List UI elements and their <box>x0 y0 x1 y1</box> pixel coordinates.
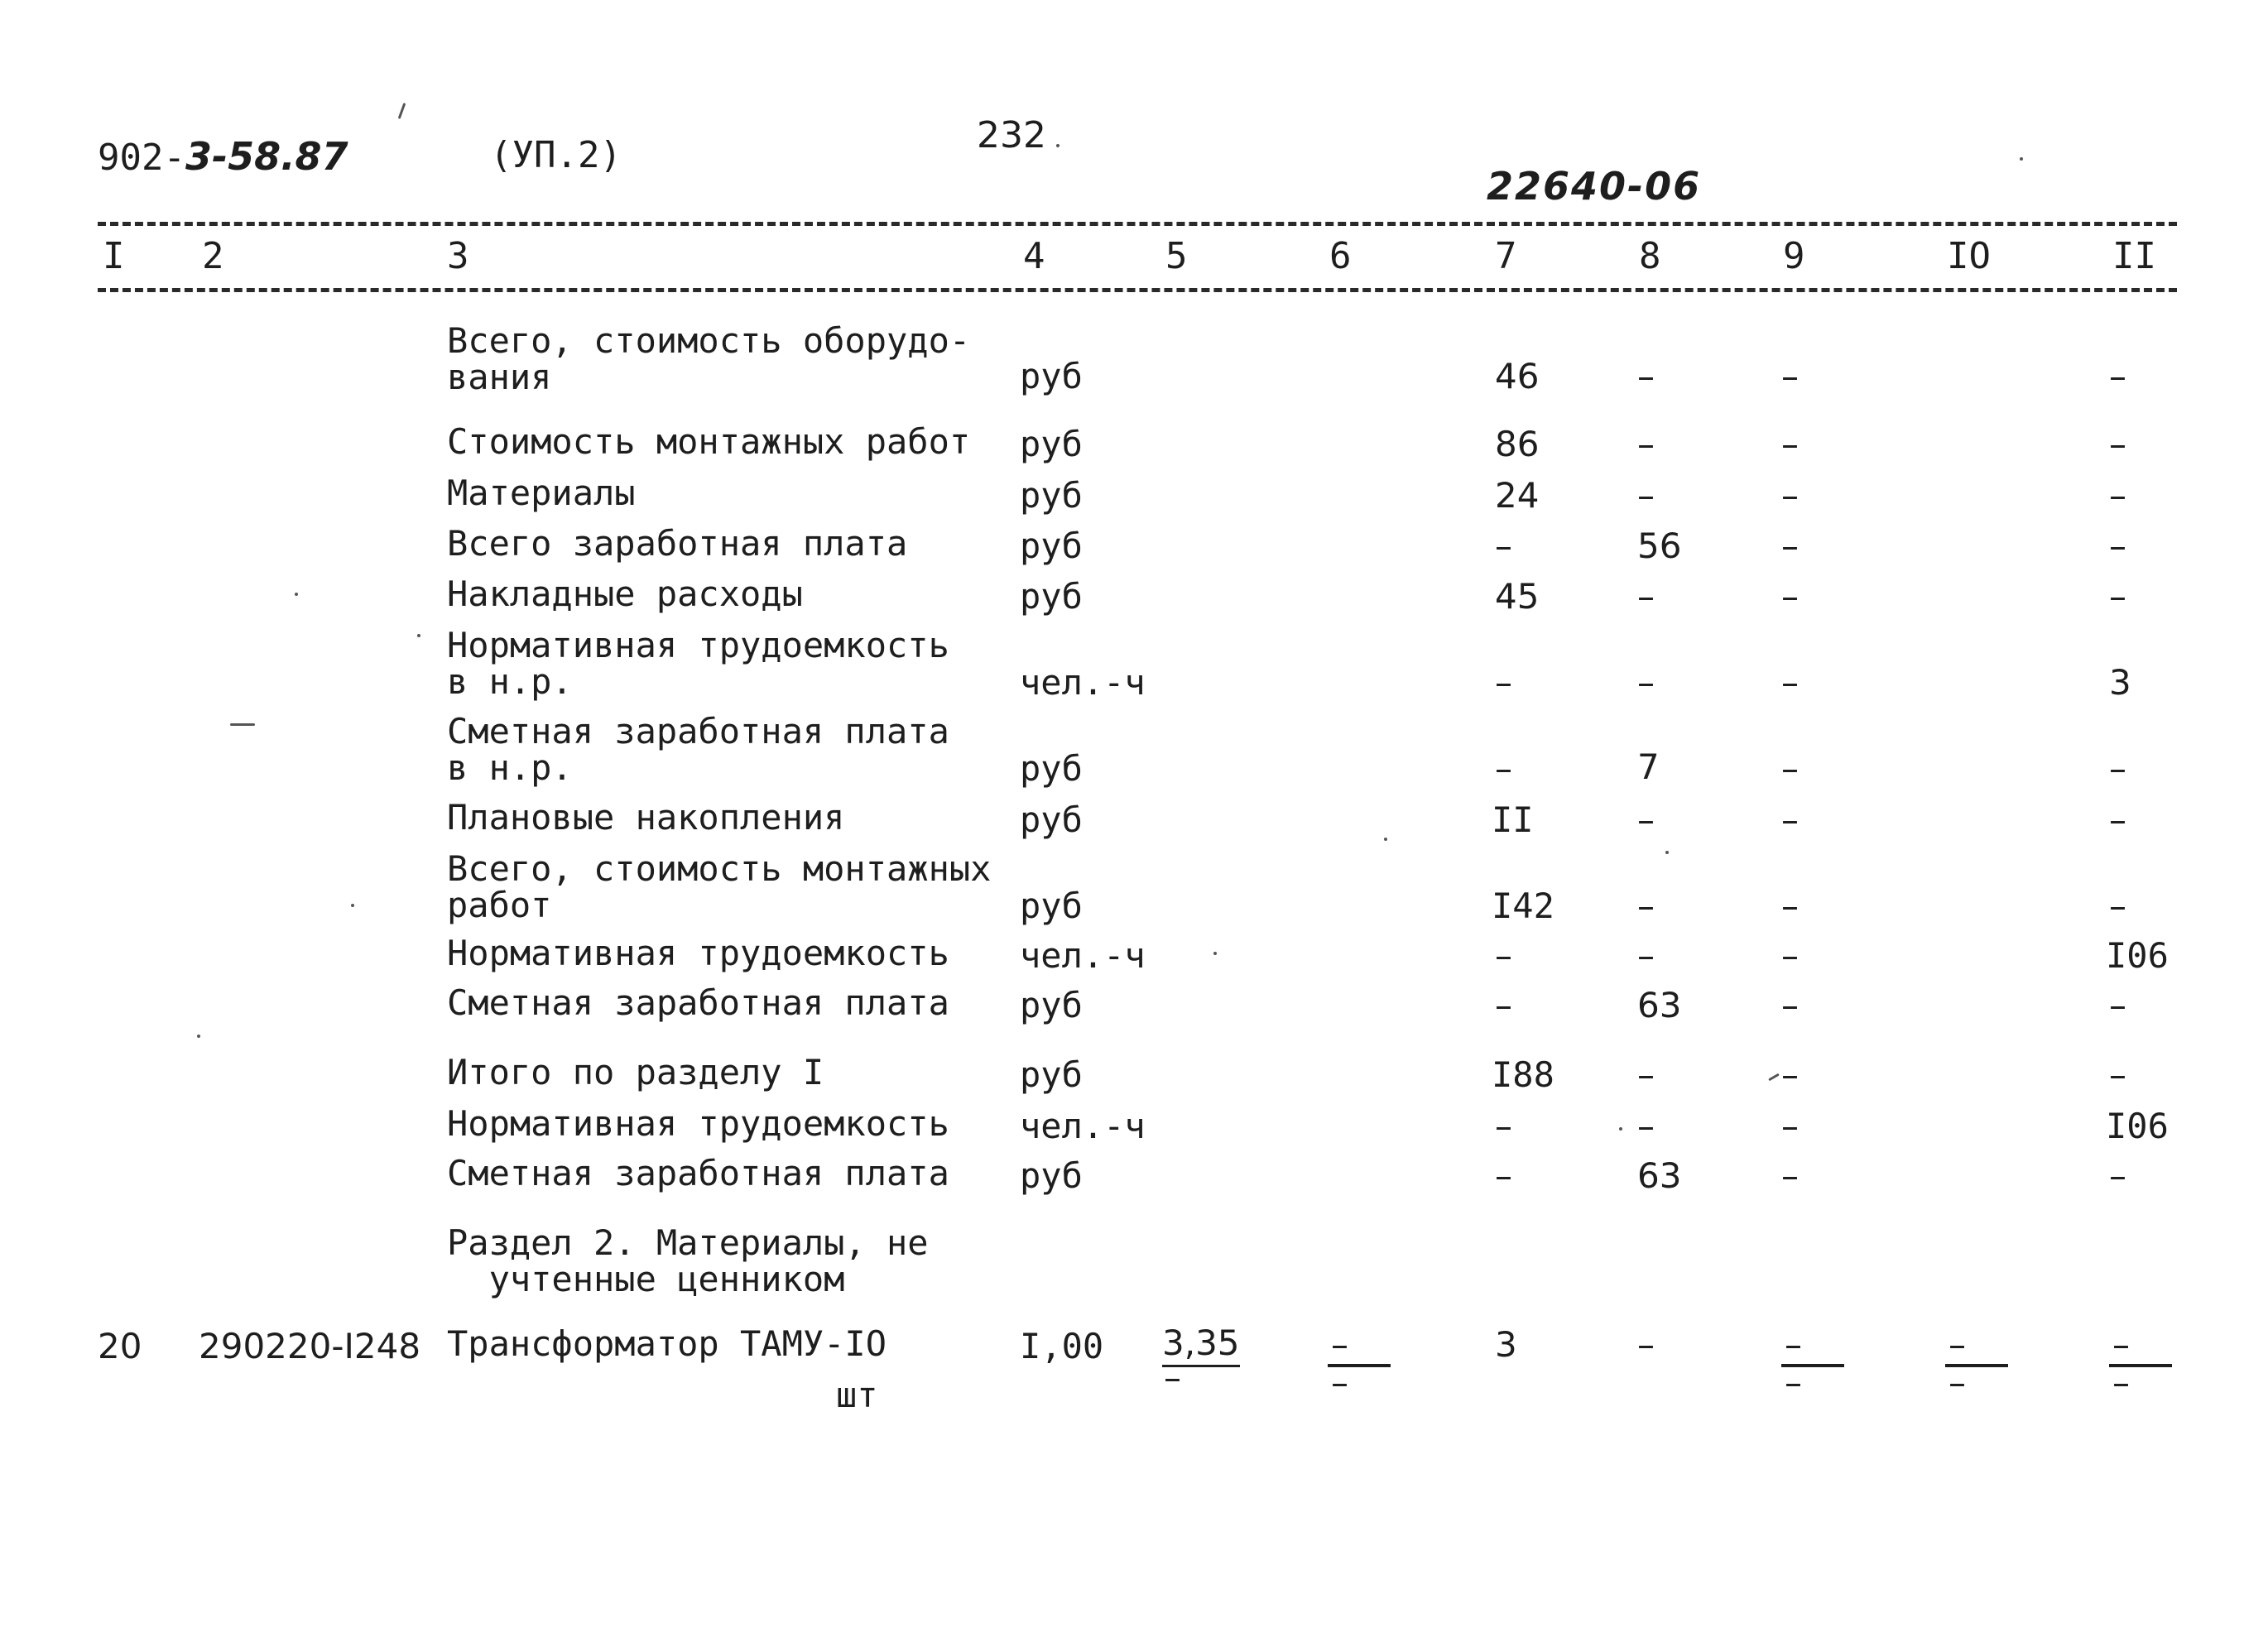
row-col8: – <box>1637 662 1655 703</box>
scan-speck <box>230 723 255 726</box>
row-unit: чел.-ч <box>1020 662 1146 703</box>
colnum-11: II <box>2112 235 2156 277</box>
row-col11: – <box>2109 1155 2126 1196</box>
row-description: Всего, стоимость монтажных работ <box>447 848 992 925</box>
row-description: Накладные расходы <box>447 574 803 614</box>
row-description: Нормативная трудоемкость <box>447 1103 949 1144</box>
row-col8: – <box>1637 886 1655 926</box>
item-col10-denominator: – <box>1948 1362 1966 1403</box>
colnum-5: 5 <box>1165 235 1188 277</box>
row-col8: 63 <box>1637 1155 1682 1196</box>
row-description: Плановые накопления <box>447 797 845 838</box>
scan-speck <box>2020 157 2023 161</box>
colnum-9: 9 <box>1783 235 1805 277</box>
scan-speck <box>1056 144 1060 147</box>
doc-code-handwritten: 3-58.87 <box>185 134 348 179</box>
row-unit: руб <box>1020 424 1083 464</box>
scan-speck <box>417 634 420 637</box>
item-col8: – <box>1637 1324 1655 1365</box>
colnum-6: 6 <box>1329 235 1352 277</box>
row-col11: – <box>2109 985 2126 1025</box>
row-col9: – <box>1781 475 1799 516</box>
row-col7: 86 <box>1495 424 1540 464</box>
row-col7: – <box>1495 1155 1512 1196</box>
row-unit: руб <box>1020 748 1083 789</box>
scan-speck <box>295 593 298 596</box>
row-unit: руб <box>1020 799 1083 840</box>
document-code <box>98 134 348 179</box>
row-col11: 3 <box>2109 662 2131 703</box>
row-col9: – <box>1781 886 1799 926</box>
row-description: Стоимость монтажных работ <box>447 421 971 462</box>
page-number: 232 <box>977 114 1046 156</box>
row-col11: I06 <box>2106 935 2169 976</box>
row-unit: руб <box>1020 526 1083 566</box>
scan-speck <box>1768 1073 1780 1082</box>
item-price-denominator: – <box>1164 1357 1181 1398</box>
row-col9: – <box>1781 424 1799 464</box>
document-suffix: (УП.2) <box>490 134 622 176</box>
row-col9: – <box>1781 1054 1799 1095</box>
row-col11: – <box>2109 576 2126 617</box>
row-col7: I88 <box>1492 1054 1554 1095</box>
row-col11: I06 <box>2106 1106 2169 1146</box>
row-col9: – <box>1781 935 1799 976</box>
row-col7: – <box>1495 935 1512 976</box>
item-col11-numerator: – <box>2112 1324 2130 1365</box>
row-unit: руб <box>1020 1155 1083 1196</box>
row-col7: – <box>1495 662 1512 703</box>
scan-speck <box>1619 1127 1622 1131</box>
row-unit: руб <box>1020 985 1083 1025</box>
scan-speck <box>351 904 354 907</box>
scan-speck <box>197 1035 200 1038</box>
row-col8: – <box>1637 576 1655 617</box>
row-col11: – <box>2109 475 2126 516</box>
row-col7: II <box>1492 799 1534 840</box>
scan-speck <box>1213 952 1217 955</box>
row-col8: – <box>1637 799 1655 840</box>
row-col11: – <box>2109 526 2126 566</box>
row-col9: – <box>1781 1155 1799 1196</box>
colnum-4: 4 <box>1023 235 1045 277</box>
row-col7: 24 <box>1495 475 1540 516</box>
row-col8: – <box>1637 356 1655 396</box>
row-unit: чел.-ч <box>1020 1106 1146 1146</box>
row-description: Нормативная трудоемкость <box>447 933 949 973</box>
row-description: Нормативная трудоемкость в н.р. <box>447 625 949 702</box>
row-col9: – <box>1781 748 1799 789</box>
row-unit: руб <box>1020 576 1083 617</box>
item-col9-denominator: – <box>1785 1362 1802 1403</box>
item-col9-numerator: – <box>1785 1324 1802 1365</box>
row-col11: – <box>2109 886 2126 926</box>
header-rule-bottom <box>98 288 2177 292</box>
row-col11: – <box>2109 424 2126 464</box>
row-description: Сметная заработная плата в н.р. <box>447 711 949 788</box>
header-rule-top <box>98 222 2177 226</box>
colnum-10: IO <box>1947 235 1991 277</box>
row-col7: I42 <box>1492 886 1554 926</box>
doc-prefix: 902- <box>98 137 185 179</box>
row-col11: – <box>2109 799 2126 840</box>
row-col9: – <box>1781 576 1799 617</box>
row-description: Всего, стоимость оборудо- вания <box>447 320 971 397</box>
row-col8: – <box>1637 1054 1655 1095</box>
row-unit: чел.-ч <box>1020 935 1146 976</box>
row-col7: 46 <box>1495 356 1540 396</box>
row-description: Сметная заработная плата <box>447 982 949 1023</box>
row-col8: 56 <box>1637 526 1682 566</box>
scan-speck <box>1384 838 1387 841</box>
scan-speck <box>398 103 406 119</box>
row-col8: – <box>1637 424 1655 464</box>
colnum-1: I <box>103 235 125 277</box>
colnum-8: 8 <box>1639 235 1661 277</box>
row-col9: – <box>1781 985 1799 1025</box>
item-price-value: 3,35 <box>1162 1323 1240 1367</box>
colnum-3: 3 <box>447 235 469 277</box>
row-col9: – <box>1781 356 1799 396</box>
row-col8: 7 <box>1637 747 1660 787</box>
row-col7: – <box>1495 985 1512 1025</box>
row-col11: – <box>2109 356 2126 396</box>
row-col11: – <box>2109 748 2126 789</box>
row-col9: – <box>1781 526 1799 566</box>
row-col9: – <box>1781 1106 1799 1146</box>
row-description: Материалы <box>447 473 636 513</box>
row-col9: – <box>1781 662 1799 703</box>
row-col7: – <box>1495 748 1512 789</box>
row-unit: руб <box>1020 475 1083 516</box>
item-unit: шт <box>836 1375 878 1415</box>
item-col11-denominator: – <box>2112 1362 2130 1403</box>
row-unit: руб <box>1020 356 1083 396</box>
item-col10-numerator: – <box>1948 1324 1966 1365</box>
reference-code: 22640-06 <box>1487 164 1702 209</box>
row-col8: – <box>1637 475 1655 516</box>
item-number: 20 <box>98 1326 142 1366</box>
row-col7: – <box>1495 526 1512 566</box>
row-unit: руб <box>1020 886 1083 926</box>
colnum-7: 7 <box>1495 235 1517 277</box>
row-col7: 45 <box>1495 576 1540 617</box>
row-col11: – <box>2109 1054 2126 1095</box>
item-code: 290220-I248 <box>199 1326 421 1366</box>
row-description: Итого по разделу I <box>447 1052 824 1092</box>
scan-speck <box>1665 851 1669 854</box>
item-col6-numerator: – <box>1331 1324 1348 1365</box>
item-name: Трансформатор ТАМУ-IO <box>447 1323 887 1364</box>
row-unit: руб <box>1020 1054 1083 1095</box>
row-col8: – <box>1637 935 1655 976</box>
section-heading: Раздел 2. Материалы, не учтенные ценником <box>447 1222 929 1299</box>
item-quantity: I,00 <box>1020 1326 1104 1366</box>
row-col8: 63 <box>1637 985 1682 1025</box>
row-description: Всего заработная плата <box>447 523 908 564</box>
colnum-2: 2 <box>202 235 224 277</box>
row-col8: – <box>1637 1106 1655 1146</box>
row-description: Сметная заработная плата <box>447 1153 949 1193</box>
item-col6-denominator: – <box>1331 1362 1348 1403</box>
row-col9: – <box>1781 799 1799 840</box>
item-col7: 3 <box>1495 1324 1517 1365</box>
row-col7: – <box>1495 1106 1512 1146</box>
